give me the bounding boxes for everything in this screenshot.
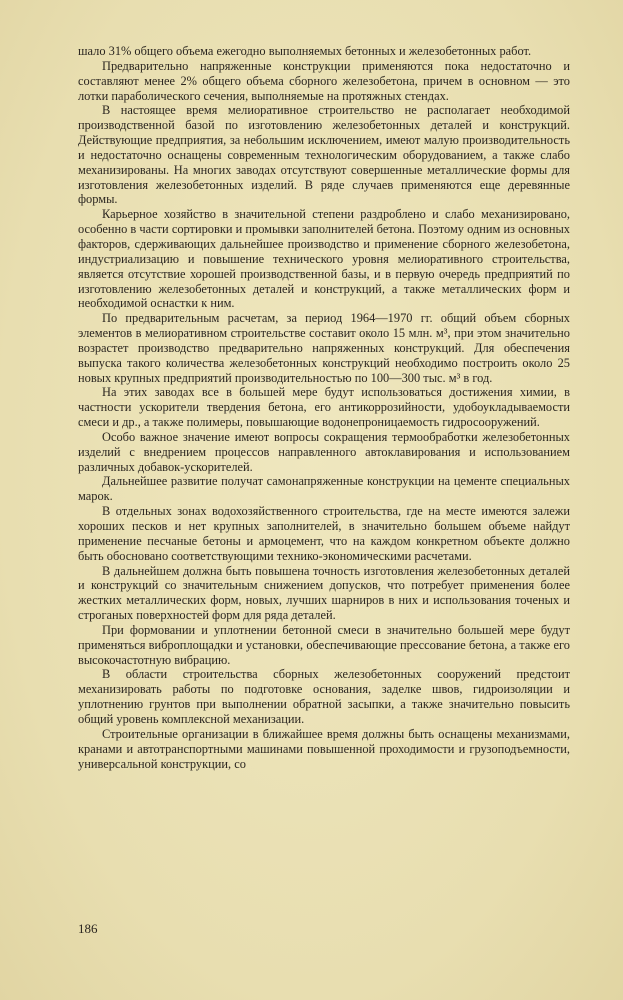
paragraph-7: Особо важное значение имеют вопросы сокращения термообработки железобетонных изделий с внедрением процессов направленного автоклавирования и использованием различных добавок-ускорителей. <box>78 429 570 474</box>
paragraph-5: По предварительным расчетам, за период 1964—1970 гг. общий объем сборных элементов в мелиоративном строительстве составит около 15 млн. м³, при этом значительно возрастет производство предварительно напряженных конструкций. Для обеспечения выпуска такого количества железобетонных конструкций необходимо построить около 25 новых крупных предприятий производительностью по 100—300 тыс. м³ в год. <box>78 311 570 385</box>
paragraph-8: Дальнейшее развитие получат самонапряженные конструкции на цементе специальных марок. <box>78 474 570 504</box>
body-text <box>78 44 570 771</box>
paragraph-2: Предварительно напряженные конструкции применяются пока недостаточно и составляют менее 2% общего объема сборного железобетона, причем в основном — это лотки параболического сечения, выполняемые на протяжных стендах. <box>78 58 570 103</box>
paragraph-10: В дальнейшем должна быть повышена точность изготовления железобетонных деталей и конструкций со значительным снижением допусков, что потребует применения более жестких металлических форм, новых, лучших шарниров в них и использования точеных и строганых поверхностей форм для ряда деталей. <box>78 563 570 623</box>
paragraph-11: При формовании и уплотнении бетонной смеси в значительно большей мере будут применяться виброплощадки и установки, обеспечивающие прессование бетона, а также его высокочастотную вибрацию. <box>78 622 570 667</box>
page-number: 186 <box>78 921 98 936</box>
paragraph-9: В отдельных зонах водохозяйственного строительства, где на месте имеются залежи хороших песков и нет крупных заполнителей, в значительно большем объеме найдут применение песчаные бетоны и армоцемент, что на каждом конкретном объекте должно быть обосновано соответствующими технико-экономическими расчетами. <box>78 504 570 563</box>
paragraph-3: В настоящее время мелиоративное строительство не располагает необходимой производственной базой по изготовлению железобетонных деталей и конструкций. Действующие предприятия, за небольшим исключением, имеют малую производительность и недостаточно оснащены современным технологическим оборудованием, а также слабо механизированы. На многих заводах отсутствуют совершенные металлические формы для изготовления железобетонных изделий. В ряде случаев применяются еще деревянные формы. <box>78 103 570 207</box>
paragraph-4: Карьерное хозяйство в значительной степени раздроблено и слабо механизировано, особенно в части сортировки и промывки заполнителей бетона. Поэтому одним из основных факторов, сдерживающих дальнейшее производство и применение сборного железобетона, индустриализацию и повышение технического уровня мелиоративного строительства, является отсутствие хорошей производственной базы, и в первую очередь предприятий по изготовлению железобетонных деталей и конструкций, а также металлических форм и необходимой оснастки к ним. <box>78 207 570 311</box>
paragraph-6: На этих заводах все в большей мере будут использоваться достижения химии, в частности ускорители твердения бетона, его антикоррозийности, удобоукладываемости смеси и др., а также полимеры, повышающие водонепроницаемость гидросооружений. <box>78 385 570 430</box>
paragraph-13: Строительные организации в ближайшее время должны быть оснащены механизмами, кранами и автотранспортными машинами повышенной проходимости и грузоподъемности, универсальной конструкции, со <box>78 726 570 771</box>
paragraph-1: шало 31% общего объема ежегодно выполняемых бетонных и железобетонных работ. <box>78 44 532 58</box>
paragraph-12: В области строительства сборных железобетонных сооружений предстоит механизировать работы по подготовке основания, заделке швов, гидроизоляции и уплотнению грунтов при выполнении обратной засыпки, а также значительно повысить общий уровень комплексной механизации. <box>78 667 570 726</box>
